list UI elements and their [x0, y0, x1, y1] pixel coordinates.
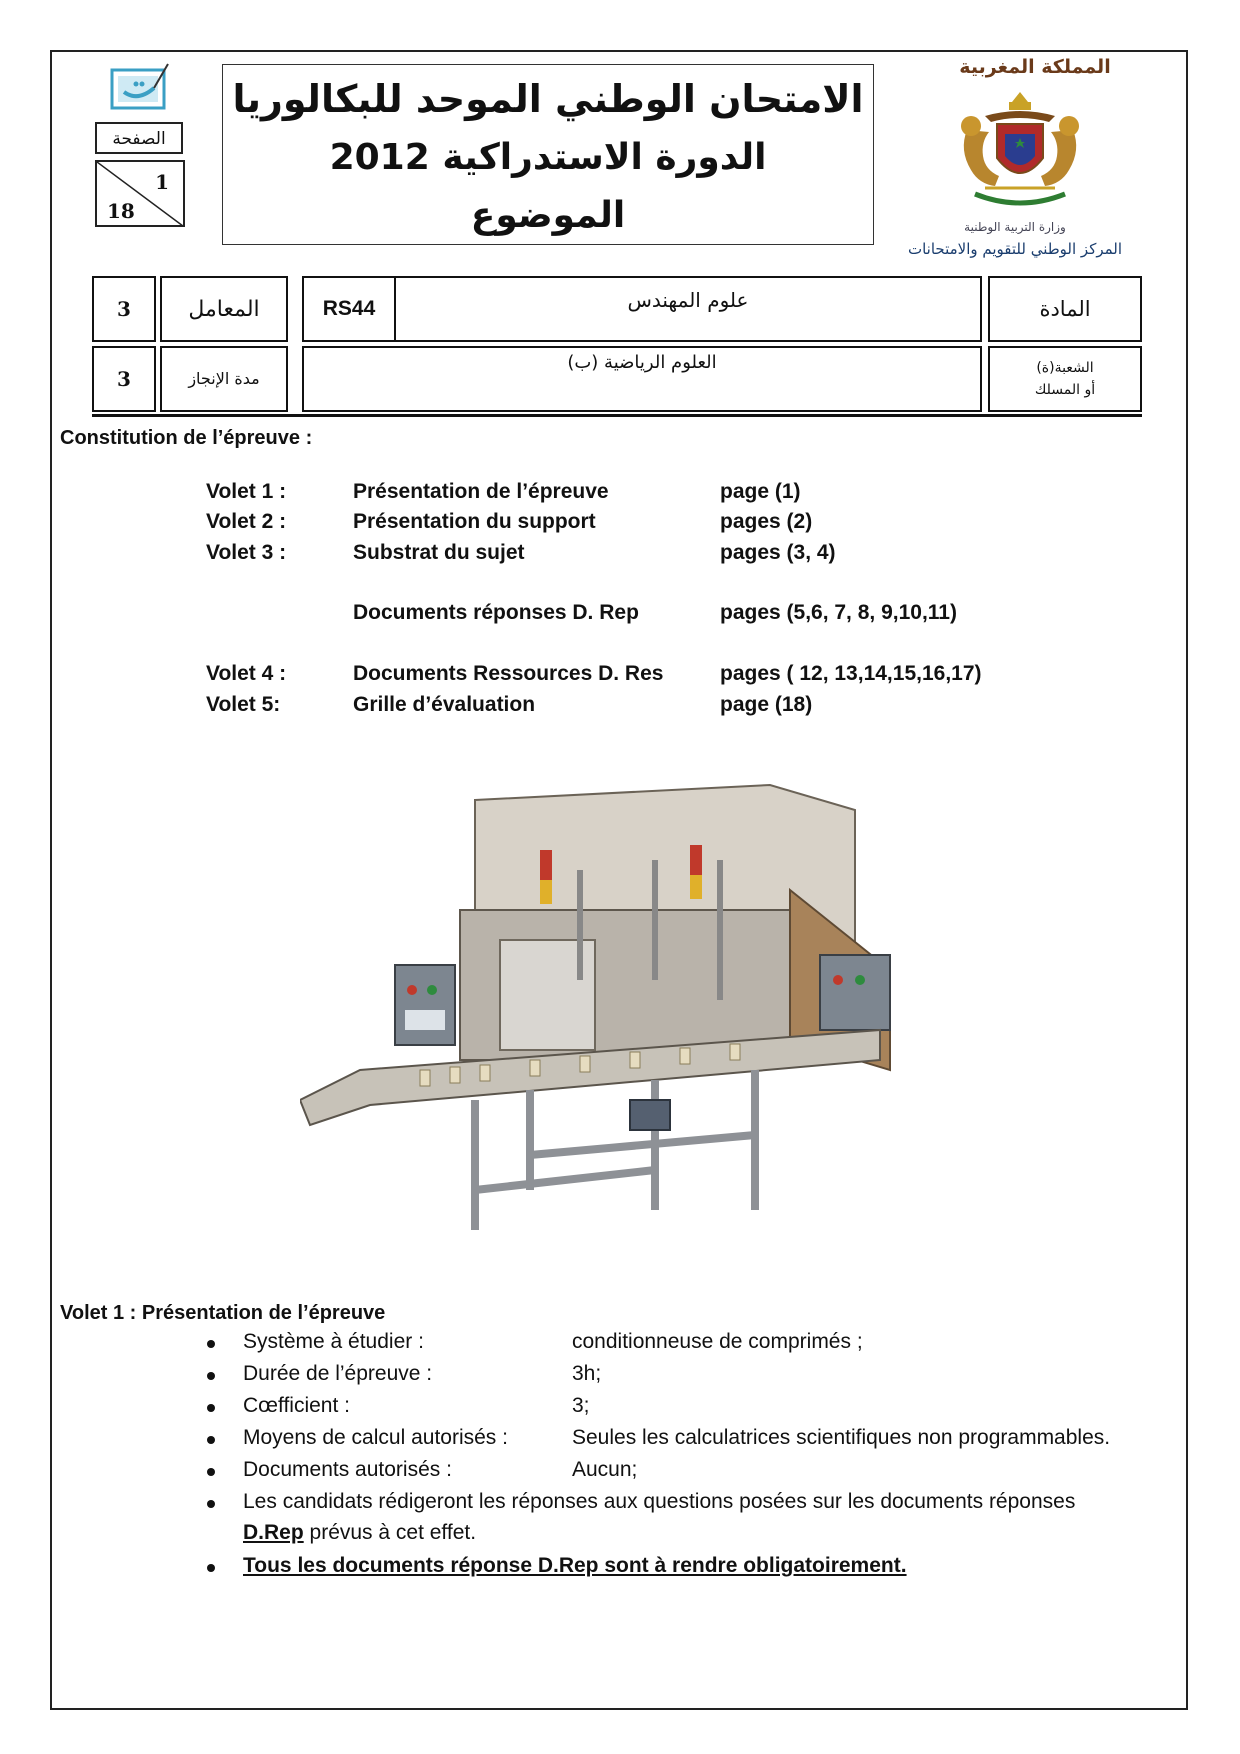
item-key: Système à étudier : [243, 1330, 424, 1353]
volet-pages: pages (3, 4) [720, 541, 836, 564]
page-label: الصفحة [95, 122, 183, 154]
item-key: Documents autorisés : [243, 1458, 452, 1481]
volet-label: Volet 4 : [206, 662, 287, 685]
item-value: Aucun; [572, 1458, 638, 1481]
bullet-icon [207, 1404, 215, 1412]
coefficient-label: المعامل [160, 276, 288, 342]
answer-note-rest: prévus à cet effet. [303, 1521, 477, 1544]
bullet-icon [207, 1564, 215, 1572]
volet-desc: Documents Ressources D. Res [353, 662, 664, 685]
volet-label: Volet 1 : [206, 480, 287, 503]
exam-logo-icon [110, 62, 172, 110]
volet-pages: page (1) [720, 480, 801, 503]
volet-desc: Présentation du support [353, 510, 596, 533]
subject-code: RS44 [304, 278, 396, 340]
answer-note: Les candidats rédigeront les réponses aux questions posées sur les documents réponses [243, 1490, 1076, 1513]
volet-pages: page (18) [720, 693, 813, 716]
item-key: Moyens de calcul autorisés : [243, 1426, 508, 1449]
volet-label: Volet 3 : [206, 541, 287, 564]
page-total: 18 [107, 199, 135, 223]
volet-desc: Grille d’évaluation [353, 693, 536, 716]
volet-pages: pages (2) [720, 510, 813, 533]
ministry-name: وزارة التربية الوطنية [964, 220, 1066, 234]
coefficient-value: 3 [92, 276, 156, 342]
branch-row [302, 346, 982, 412]
exam-title-box [222, 64, 874, 245]
answer-note-line2 [243, 1521, 476, 1545]
item-key: Durée de l’épreuve : [243, 1362, 433, 1385]
duration-label: مدة الإنجاز [160, 346, 288, 412]
duration-value: 3 [92, 346, 156, 412]
item-value: 3; [572, 1394, 590, 1417]
page-current: 1 [155, 170, 169, 194]
bullet-icon [207, 1340, 215, 1348]
exam-subject-heading: الموضوع [470, 195, 626, 236]
volet1-title: Volet 1 : Présentation de l’épreuve [60, 1302, 386, 1324]
volet-label: Volet 2 : [206, 510, 287, 533]
branch-label-line1: الشعبة(ة) [1036, 360, 1094, 376]
mandatory-note: Tous les documents réponse D.Rep sont à rendre obligatoirement. [243, 1554, 907, 1577]
coat-of-arms-icon [945, 86, 1095, 216]
item-value: Seules les calculatrices scientifiques non programmables. [572, 1426, 1111, 1449]
volet-pages: pages ( 12, 13,14,15,16,17) [720, 662, 982, 685]
bullet-icon [207, 1500, 215, 1508]
constitution-title: Constitution de l’épreuve : [60, 427, 313, 449]
item-value: conditionneuse de comprimés ; [572, 1330, 863, 1353]
volet-desc: Documents réponses D. Rep [353, 601, 639, 624]
subject-row [302, 276, 982, 342]
bullet-icon [207, 1372, 215, 1380]
kingdom-name: المملكة المغربية [959, 56, 1111, 78]
subject-value: علوم المهندس [627, 288, 749, 312]
branch-value: العلوم الرياضية (ب) [567, 352, 717, 373]
volet-desc: Présentation de l’épreuve [353, 480, 609, 503]
branch-label [988, 346, 1142, 412]
page-number [95, 160, 185, 227]
exam-session: الدورة الاستدراكية 2012 [329, 137, 767, 178]
item-value: 3h; [572, 1362, 602, 1385]
bullet-icon [207, 1468, 215, 1476]
evaluation-center-name: المركز الوطني للتقويم والامتحانات [907, 240, 1123, 258]
page-number-box [95, 122, 185, 227]
volet-desc: Substrat du sujet [353, 541, 525, 564]
subject-label: المادة [988, 276, 1142, 342]
bullet-icon [207, 1436, 215, 1444]
table-bottom-rule [92, 414, 1142, 417]
volet-label: Volet 5: [206, 693, 281, 716]
branch-label-line2: أو المسلك [1034, 382, 1096, 398]
drep-label: D.Rep [243, 1521, 304, 1544]
exam-title: الامتحان الوطني الموحد للبكالوريا [232, 77, 864, 121]
volet-pages: pages (5,6, 7, 8, 9,10,11) [720, 601, 957, 624]
tablet-packaging-machine-image [300, 770, 900, 1250]
item-key: Cœfficient : [243, 1394, 350, 1417]
